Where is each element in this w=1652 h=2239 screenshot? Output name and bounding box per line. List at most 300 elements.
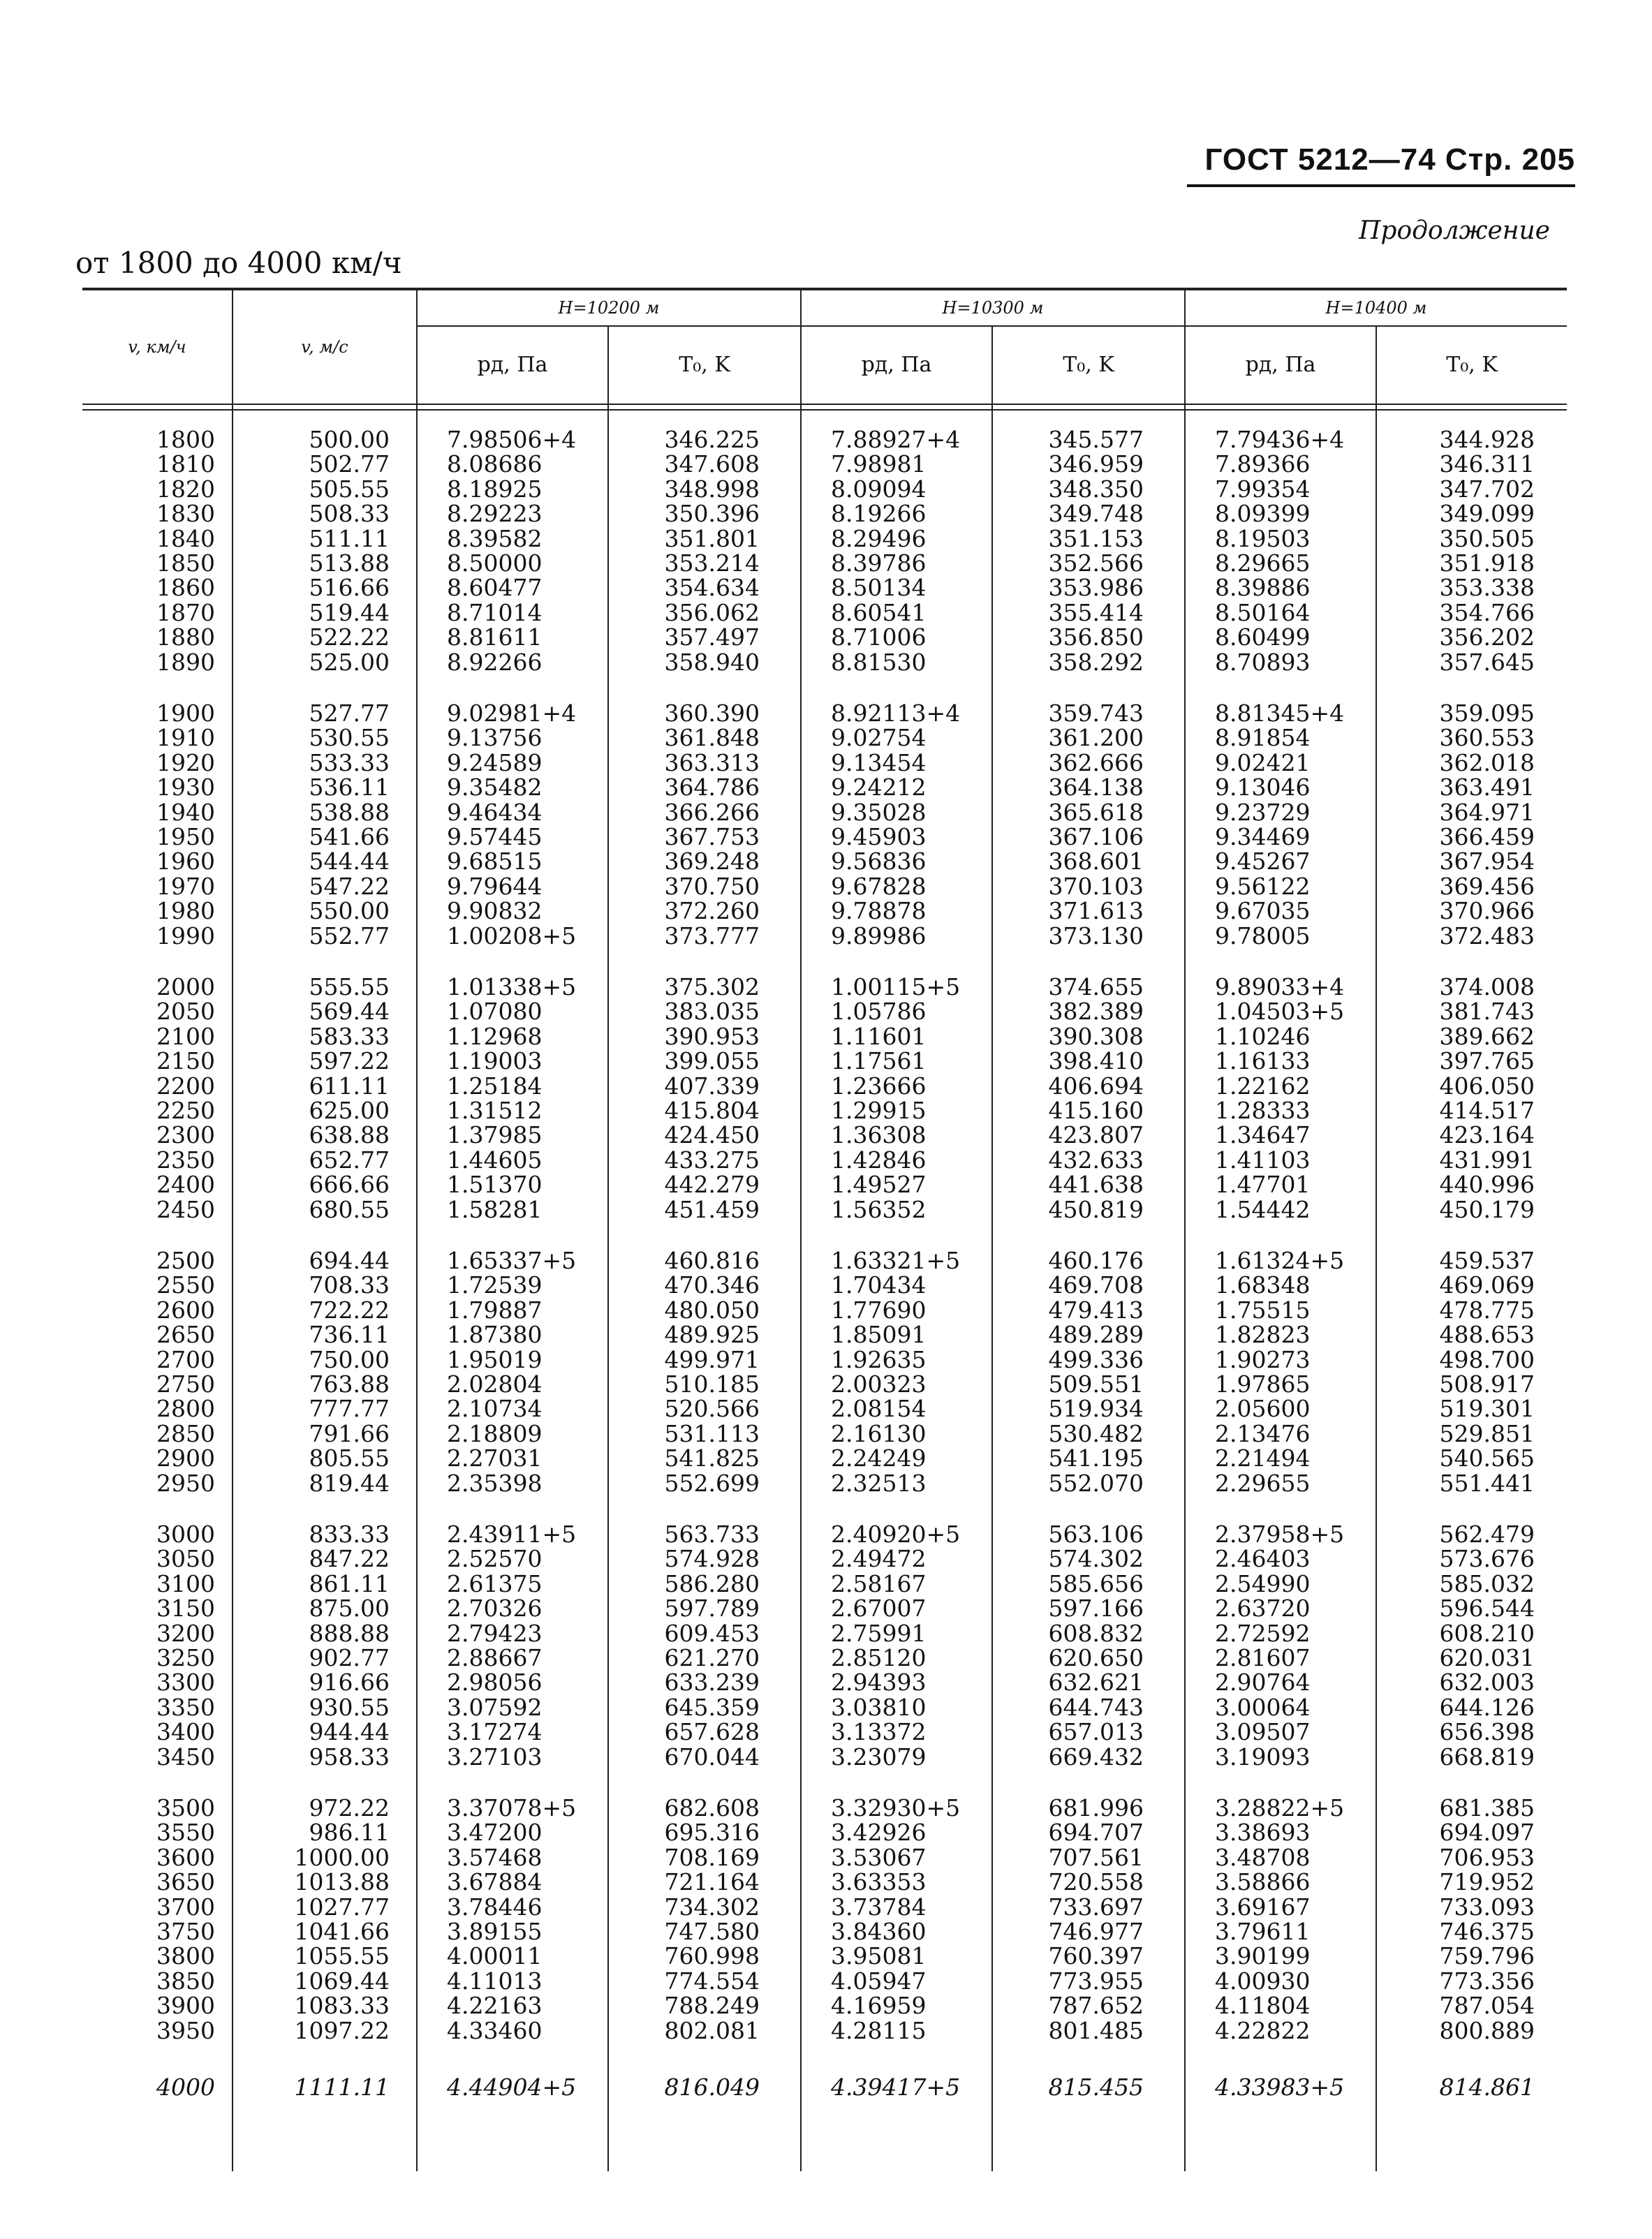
table-cell: 440.996 bbox=[1439, 1171, 1535, 1199]
table-cell: 1.54442 bbox=[1215, 1195, 1311, 1223]
table-cell: 805.55 bbox=[309, 1444, 390, 1472]
table-cell: 815.455 bbox=[1048, 2074, 1144, 2101]
table-cell: 608.210 bbox=[1439, 1619, 1535, 1647]
table-cell: 8.09399 bbox=[1215, 500, 1311, 528]
table-cell: 4.28115 bbox=[831, 2016, 927, 2044]
table-cell: 8.09094 bbox=[831, 475, 927, 503]
table-cell: 656.398 bbox=[1439, 1718, 1535, 1746]
table-cell: 1.34647 bbox=[1215, 1121, 1311, 1149]
table-cell: 1940 bbox=[156, 798, 215, 826]
table-cell: 734.302 bbox=[664, 1893, 760, 1921]
table-cell: 3850 bbox=[156, 1967, 215, 1995]
table-cell: 3000 bbox=[156, 1521, 215, 1548]
table-cell: 442.279 bbox=[664, 1171, 760, 1199]
table-cell: 8.50164 bbox=[1215, 598, 1311, 626]
table-cell: 2.79423 bbox=[447, 1619, 543, 1647]
table-cell: 638.88 bbox=[309, 1121, 390, 1149]
table-cell: 2500 bbox=[156, 1247, 215, 1274]
table-cell: 9.24212 bbox=[831, 774, 927, 801]
table-cell: 8.92266 bbox=[447, 648, 543, 676]
table-cell: 2850 bbox=[156, 1419, 215, 1447]
table-cell: 721.164 bbox=[664, 1868, 760, 1896]
table-cell: 8.71014 bbox=[447, 598, 543, 626]
column-pd-10200-group-5 bbox=[447, 1522, 600, 1769]
table-cell: 1910 bbox=[156, 724, 215, 752]
table-cell: 355.414 bbox=[1048, 598, 1144, 626]
table-cell: 681.996 bbox=[1048, 1794, 1144, 1822]
table-cell: 2050 bbox=[156, 998, 215, 1026]
table-cell: 423.164 bbox=[1439, 1121, 1535, 1149]
table-cell: 9.02754 bbox=[831, 724, 927, 752]
table-cell: 364.786 bbox=[664, 774, 760, 801]
table-cell: 8.70893 bbox=[1215, 648, 1311, 676]
table-cell: 763.88 bbox=[309, 1370, 390, 1398]
table-cell: 2.49472 bbox=[831, 1545, 927, 1573]
table-cell: 3.47200 bbox=[447, 1819, 543, 1847]
table-cell: 708.33 bbox=[309, 1271, 390, 1299]
column-pd-10400-group-7 bbox=[1215, 2075, 1369, 2099]
column-pd-10300-group-3 bbox=[831, 975, 984, 1222]
table-cell: 3.57468 bbox=[447, 1843, 543, 1871]
table-cell: 382.389 bbox=[1048, 998, 1144, 1026]
table-cell: 369.456 bbox=[1439, 872, 1535, 900]
table-cell: 1820 bbox=[156, 475, 215, 503]
table-cell: 3.27103 bbox=[447, 1743, 543, 1771]
table-cell: 750.00 bbox=[309, 1345, 390, 1373]
table-cell: 597.789 bbox=[664, 1595, 760, 1623]
table-cell: 2300 bbox=[156, 1121, 215, 1149]
table-cell: 1.95019 bbox=[447, 1345, 543, 1373]
table-cell: 352.566 bbox=[1048, 549, 1144, 577]
table-cell: 469.708 bbox=[1048, 1271, 1144, 1299]
col-divider-4 bbox=[800, 288, 802, 2171]
table-cell: 7.98981 bbox=[831, 450, 927, 478]
column-t0-10400-group-4 bbox=[1402, 1248, 1535, 1495]
table-cell: 8.92113+4 bbox=[831, 700, 961, 727]
table-cell: 508.33 bbox=[309, 500, 390, 528]
table-cell: 633.239 bbox=[664, 1669, 760, 1697]
table-cell: 359.095 bbox=[1439, 700, 1535, 727]
table-cell: 596.544 bbox=[1439, 1595, 1535, 1623]
column-pd-10400-group-5 bbox=[1215, 1522, 1369, 1769]
table-cell: 3.28822+5 bbox=[1215, 1794, 1345, 1822]
table-cell: 3.38693 bbox=[1215, 1819, 1311, 1847]
column-v-ms-group-4 bbox=[257, 1248, 390, 1495]
table-cell: 1900 bbox=[156, 700, 215, 727]
table-cell: 399.055 bbox=[664, 1047, 760, 1075]
table-cell: 398.410 bbox=[1048, 1047, 1144, 1075]
col-divider-1 bbox=[232, 288, 233, 2171]
table-cell: 760.998 bbox=[664, 1942, 760, 1970]
table-cell: 519.301 bbox=[1439, 1395, 1535, 1423]
table-cell: 362.018 bbox=[1439, 748, 1535, 776]
table-cell: 3.19093 bbox=[1215, 1743, 1311, 1771]
column-pd-10200-group-1 bbox=[447, 427, 600, 674]
table-cell: 1.79887 bbox=[447, 1296, 543, 1324]
col-divider-6 bbox=[1184, 288, 1186, 2171]
table-cell: 2700 bbox=[156, 1345, 215, 1373]
table-cell: 3050 bbox=[156, 1545, 215, 1573]
column-v-ms-group-2 bbox=[257, 701, 390, 948]
table-cell: 502.77 bbox=[309, 450, 390, 478]
table-cell: 1.23666 bbox=[831, 1072, 927, 1100]
table-cell: 861.11 bbox=[309, 1569, 390, 1597]
table-cell: 361.200 bbox=[1048, 724, 1144, 752]
table-cell: 3450 bbox=[156, 1743, 215, 1771]
table-cell: 1.37985 bbox=[447, 1121, 543, 1149]
table-cell: 360.390 bbox=[664, 700, 760, 727]
table-cell: 666.66 bbox=[309, 1171, 390, 1199]
table-cell: 1.61324+5 bbox=[1215, 1247, 1345, 1274]
table-cell: 3800 bbox=[156, 1942, 215, 1970]
table-cell: 9.45267 bbox=[1215, 848, 1311, 875]
table-cell: 367.753 bbox=[664, 822, 760, 850]
table-cell: 8.08686 bbox=[447, 450, 543, 478]
table-cell: 9.02421 bbox=[1215, 748, 1311, 776]
table-cell: 2900 bbox=[156, 1444, 215, 1472]
table-cell: 4.11804 bbox=[1215, 1992, 1311, 2020]
table-cell: 372.260 bbox=[664, 897, 760, 925]
table-cell: 363.491 bbox=[1439, 774, 1535, 801]
table-cell: 9.34469 bbox=[1215, 822, 1311, 850]
table-cell: 1970 bbox=[156, 872, 215, 900]
column-v-ms-group-6 bbox=[257, 1796, 390, 2043]
table-cell: 374.008 bbox=[1439, 973, 1535, 1000]
table-cell: 8.50000 bbox=[447, 549, 543, 577]
table-cell: 4.11013 bbox=[447, 1967, 543, 1995]
table-cell: 1.01338+5 bbox=[447, 973, 577, 1000]
table-cell: 1800 bbox=[156, 426, 215, 453]
table-cell: 9.46434 bbox=[447, 798, 543, 826]
table-cell: 530.55 bbox=[309, 724, 390, 752]
header-bottom-rule-1 bbox=[82, 404, 1567, 405]
table-cell: 9.13756 bbox=[447, 724, 543, 752]
table-cell: 348.350 bbox=[1048, 475, 1144, 503]
table-cell: 2000 bbox=[156, 973, 215, 1000]
table-cell: 819.44 bbox=[309, 1469, 390, 1497]
table-cell: 433.275 bbox=[664, 1146, 760, 1174]
table-cell: 390.953 bbox=[664, 1022, 760, 1050]
table-cell: 3.79611 bbox=[1215, 1917, 1311, 1945]
table-cell: 1041.66 bbox=[294, 1917, 390, 1945]
table-cell: 2800 bbox=[156, 1395, 215, 1423]
table-cell: 3.07592 bbox=[447, 1693, 543, 1721]
table-cell: 2200 bbox=[156, 1072, 215, 1100]
table-cell: 645.359 bbox=[664, 1693, 760, 1721]
table-cell: 3100 bbox=[156, 1569, 215, 1597]
table-cell: 1.11601 bbox=[831, 1022, 927, 1050]
table-cell: 9.78878 bbox=[831, 897, 927, 925]
table-cell: 369.248 bbox=[664, 848, 760, 875]
table-cell: 8.60477 bbox=[447, 574, 543, 602]
table-cell: 513.88 bbox=[309, 549, 390, 577]
table-cell: 814.861 bbox=[1439, 2074, 1535, 2101]
column-pd-10200-group-7 bbox=[447, 2075, 600, 2099]
column-pd-10200-group-4 bbox=[447, 1248, 600, 1495]
table-cell: 1.10246 bbox=[1215, 1022, 1311, 1050]
table-cell: 350.505 bbox=[1439, 524, 1535, 552]
table-cell: 359.743 bbox=[1048, 700, 1144, 727]
table-cell: 8.81611 bbox=[447, 623, 543, 651]
col-divider-3 bbox=[607, 327, 609, 2171]
table-cell: 361.848 bbox=[664, 724, 760, 752]
table-cell: 833.33 bbox=[309, 1521, 390, 1548]
table-cell: 552.699 bbox=[664, 1469, 760, 1497]
table-cell: 773.955 bbox=[1048, 1967, 1144, 1995]
table-cell: 1.70434 bbox=[831, 1271, 927, 1299]
table-cell: 1.41103 bbox=[1215, 1146, 1311, 1174]
table-cell: 759.796 bbox=[1439, 1942, 1535, 1970]
table-cell: 1830 bbox=[156, 500, 215, 528]
table-cell: 373.130 bbox=[1048, 922, 1144, 949]
table-cell: 1.72539 bbox=[447, 1271, 543, 1299]
table-cell: 1.51370 bbox=[447, 1171, 543, 1199]
table-cell: 1.56352 bbox=[831, 1195, 927, 1223]
table-cell: 632.621 bbox=[1048, 1669, 1144, 1697]
table-cell: 1.31512 bbox=[447, 1096, 543, 1124]
table-cell: 787.054 bbox=[1439, 1992, 1535, 2020]
table-cell: 2.90764 bbox=[1215, 1669, 1311, 1697]
table-cell: 644.743 bbox=[1048, 1693, 1144, 1721]
table-cell: 1.75515 bbox=[1215, 1296, 1311, 1324]
table-cell: 2.05600 bbox=[1215, 1395, 1311, 1423]
table-cell: 1097.22 bbox=[294, 2016, 390, 2044]
table-cell: 4.05947 bbox=[831, 1967, 927, 1995]
table-cell: 9.13046 bbox=[1215, 774, 1311, 801]
table-cell: 2.72592 bbox=[1215, 1619, 1311, 1647]
table-cell: 407.339 bbox=[664, 1072, 760, 1100]
table-cell: 2.88667 bbox=[447, 1643, 543, 1671]
header-t0-2: T₀, K bbox=[1063, 352, 1114, 377]
table-cell: 432.633 bbox=[1048, 1146, 1144, 1174]
table-cell: 9.67828 bbox=[831, 872, 927, 900]
table-cell: 414.517 bbox=[1439, 1096, 1535, 1124]
table-cell: 773.356 bbox=[1439, 1967, 1535, 1995]
table-cell: 389.662 bbox=[1439, 1022, 1535, 1050]
table-cell: 1.04503+5 bbox=[1215, 998, 1345, 1026]
table-cell: 4.00011 bbox=[447, 1942, 543, 1970]
table-cell: 3.73784 bbox=[831, 1893, 927, 1921]
table-cell: 2350 bbox=[156, 1146, 215, 1174]
table-cell: 4.33983+5 bbox=[1215, 2074, 1345, 2101]
table-cell: 357.645 bbox=[1439, 648, 1535, 676]
table-cell: 356.062 bbox=[664, 598, 760, 626]
table-cell: 586.280 bbox=[664, 1569, 760, 1597]
table-cell: 351.918 bbox=[1439, 549, 1535, 577]
table-cell: 344.928 bbox=[1439, 426, 1535, 453]
table-cell: 2650 bbox=[156, 1321, 215, 1349]
table-cell: 657.628 bbox=[664, 1718, 760, 1746]
column-t0-10300-group-3 bbox=[1018, 975, 1144, 1222]
column-t0-10400-group-1 bbox=[1402, 427, 1535, 674]
table-cell: 9.67035 bbox=[1215, 897, 1311, 925]
table-cell: 552.070 bbox=[1048, 1469, 1144, 1497]
table-cell: 1.22162 bbox=[1215, 1072, 1311, 1100]
table-cell: 800.889 bbox=[1439, 2016, 1535, 2044]
table-cell: 694.097 bbox=[1439, 1819, 1535, 1847]
table-cell: 9.13454 bbox=[831, 748, 927, 776]
table-cell: 508.917 bbox=[1439, 1370, 1535, 1398]
table-cell: 1.42846 bbox=[831, 1146, 927, 1174]
table-cell: 347.608 bbox=[664, 450, 760, 478]
table-cell: 1.44605 bbox=[447, 1146, 543, 1174]
table-cell: 431.991 bbox=[1439, 1146, 1535, 1174]
table-cell: 367.954 bbox=[1439, 848, 1535, 875]
column-pd-10300-group-7 bbox=[831, 2075, 984, 2099]
table-cell: 652.77 bbox=[309, 1146, 390, 1174]
table-cell: 1.92635 bbox=[831, 1345, 927, 1373]
table-cell: 2.18809 bbox=[447, 1419, 543, 1447]
table-cell: 358.292 bbox=[1048, 648, 1144, 676]
table-cell: 3500 bbox=[156, 1794, 215, 1822]
column-pd-10300-group-6 bbox=[831, 1796, 984, 2043]
table-cell: 708.169 bbox=[664, 1843, 760, 1871]
table-cell: 2.58167 bbox=[831, 1569, 927, 1597]
table-cell: 372.483 bbox=[1439, 922, 1535, 949]
table-cell: 632.003 bbox=[1439, 1669, 1535, 1697]
table-cell: 1.90273 bbox=[1215, 1345, 1311, 1373]
col-divider-5 bbox=[991, 327, 993, 2171]
table-cell: 816.049 bbox=[664, 2074, 760, 2101]
table-cell: 552.77 bbox=[309, 922, 390, 949]
table-cell: 1930 bbox=[156, 774, 215, 801]
table-cell: 415.160 bbox=[1048, 1096, 1144, 1124]
table-cell: 2.75991 bbox=[831, 1619, 927, 1647]
table-cell: 902.77 bbox=[309, 1643, 390, 1671]
table-cell: 367.106 bbox=[1048, 822, 1144, 850]
table-cell: 488.653 bbox=[1439, 1321, 1535, 1349]
table-cell: 505.55 bbox=[309, 475, 390, 503]
table-cell: 365.618 bbox=[1048, 798, 1144, 826]
table-cell: 682.608 bbox=[664, 1794, 760, 1822]
header-t0-3: T₀, K bbox=[1446, 352, 1498, 377]
table-cell: 720.558 bbox=[1048, 1868, 1144, 1896]
table-cell: 2.21494 bbox=[1215, 1444, 1311, 1472]
table-cell: 4.16959 bbox=[831, 1992, 927, 2020]
table-cell: 3650 bbox=[156, 1868, 215, 1896]
table-cell: 3400 bbox=[156, 1718, 215, 1746]
table-cell: 3950 bbox=[156, 2016, 215, 2044]
table-cell: 478.775 bbox=[1439, 1296, 1535, 1324]
table-cell: 358.940 bbox=[664, 648, 760, 676]
table-cell: 1880 bbox=[156, 623, 215, 651]
table-cell: 406.694 bbox=[1048, 1072, 1144, 1100]
table-cell: 2.24249 bbox=[831, 1444, 927, 1472]
table-cell: 9.35482 bbox=[447, 774, 543, 801]
table-cell: 1.68348 bbox=[1215, 1271, 1311, 1299]
table-cell: 550.00 bbox=[309, 897, 390, 925]
table-cell: 563.106 bbox=[1048, 1521, 1144, 1548]
table-cell: 8.71006 bbox=[831, 623, 927, 651]
table-cell: 944.44 bbox=[309, 1718, 390, 1746]
table-cell: 1000.00 bbox=[294, 1843, 390, 1871]
table-cell: 573.676 bbox=[1439, 1545, 1535, 1573]
table-cell: 1850 bbox=[156, 549, 215, 577]
table-cell: 441.638 bbox=[1048, 1171, 1144, 1199]
table-cell: 349.748 bbox=[1048, 500, 1144, 528]
table-cell: 8.19266 bbox=[831, 500, 927, 528]
table-cell: 531.113 bbox=[664, 1419, 760, 1447]
table-cell: 1.00115+5 bbox=[831, 973, 961, 1000]
table-cell: 527.77 bbox=[309, 700, 390, 727]
table-cell: 802.081 bbox=[664, 2016, 760, 2044]
table-cell: 451.459 bbox=[664, 1195, 760, 1223]
table-cell: 875.00 bbox=[309, 1595, 390, 1623]
table-cell: 608.832 bbox=[1048, 1619, 1144, 1647]
table-cell: 3200 bbox=[156, 1619, 215, 1647]
column-pd-10400-group-6 bbox=[1215, 1796, 1369, 2043]
table-cell: 525.00 bbox=[309, 648, 390, 676]
column-t0-10200-group-7 bbox=[634, 2075, 760, 2099]
column-pd-10200-group-6 bbox=[447, 1796, 600, 2043]
table-cell: 538.88 bbox=[309, 798, 390, 826]
table-cell: 3.13372 bbox=[831, 1718, 927, 1746]
table-cell: 363.313 bbox=[664, 748, 760, 776]
table-cell: 3250 bbox=[156, 1643, 215, 1671]
column-v-ms-group-5 bbox=[257, 1522, 390, 1769]
column-pd-10300-group-4 bbox=[831, 1248, 984, 1495]
column-t0-10200-group-6 bbox=[634, 1796, 760, 2043]
table-cell: 1.82823 bbox=[1215, 1321, 1311, 1349]
table-cell: 888.88 bbox=[309, 1619, 390, 1647]
table-cell: 3.78446 bbox=[447, 1893, 543, 1921]
table-cell: 3.53067 bbox=[831, 1843, 927, 1871]
table-cell: 3.00064 bbox=[1215, 1693, 1311, 1721]
table-cell: 2.98056 bbox=[447, 1669, 543, 1697]
table-cell: 644.126 bbox=[1439, 1693, 1535, 1721]
table-cell: 1980 bbox=[156, 897, 215, 925]
column-t0-10400-group-5 bbox=[1402, 1522, 1535, 1769]
data-table bbox=[82, 288, 1567, 2171]
continuation-label: Продолжение bbox=[1359, 216, 1550, 245]
table-cell: 4.22163 bbox=[447, 1992, 543, 2020]
column-v-kmh-group-1 bbox=[110, 427, 215, 674]
table-cell: 489.925 bbox=[664, 1321, 760, 1349]
table-cell: 930.55 bbox=[309, 1693, 390, 1721]
table-cell: 530.482 bbox=[1048, 1419, 1144, 1447]
table-cell: 2.00323 bbox=[831, 1370, 927, 1398]
table-cell: 801.485 bbox=[1048, 2016, 1144, 2044]
table-cell: 747.580 bbox=[664, 1917, 760, 1945]
column-pd-10300-group-5 bbox=[831, 1522, 984, 1769]
column-v-ms-group-7 bbox=[257, 2075, 390, 2099]
table-cell: 597.22 bbox=[309, 1047, 390, 1075]
standard-reference: ГОСТ 5212—74 Стр. 205 bbox=[1204, 142, 1575, 177]
table-cell: 1083.33 bbox=[294, 1992, 390, 2020]
table-cell: 3300 bbox=[156, 1669, 215, 1697]
table-cell: 1960 bbox=[156, 848, 215, 875]
table-cell: 3600 bbox=[156, 1843, 215, 1871]
table-cell: 9.24589 bbox=[447, 748, 543, 776]
column-pd-10400-group-1 bbox=[1215, 427, 1369, 674]
table-cell: 536.11 bbox=[309, 774, 390, 801]
table-cell: 540.565 bbox=[1439, 1444, 1535, 1472]
table-cell: 7.98506+4 bbox=[447, 426, 577, 453]
table-cell: 2100 bbox=[156, 1022, 215, 1050]
table-cell: 480.050 bbox=[664, 1296, 760, 1324]
table-cell: 3.09507 bbox=[1215, 1718, 1311, 1746]
table-cell: 8.29223 bbox=[447, 500, 543, 528]
table-cell: 520.566 bbox=[664, 1395, 760, 1423]
table-cell: 347.702 bbox=[1439, 475, 1535, 503]
table-cell: 2.27031 bbox=[447, 1444, 543, 1472]
table-cell: 2.81607 bbox=[1215, 1643, 1311, 1671]
table-cell: 620.650 bbox=[1048, 1643, 1144, 1671]
table-cell: 2600 bbox=[156, 1296, 215, 1324]
table-cell: 510.185 bbox=[664, 1370, 760, 1398]
table-cell: 9.79644 bbox=[447, 872, 543, 900]
table-cell: 383.035 bbox=[664, 998, 760, 1026]
